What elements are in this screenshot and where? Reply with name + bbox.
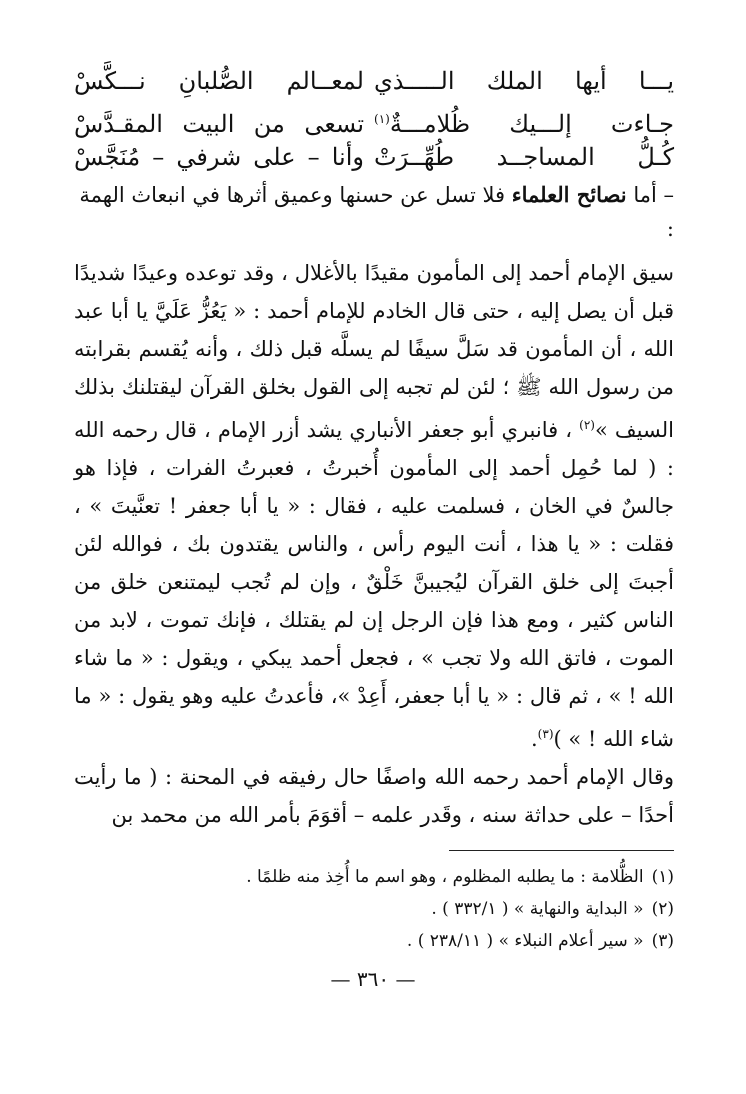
verse-second-hemistich: تسعى من البيت المقـدَّسْ	[74, 110, 364, 138]
intro-line	[74, 178, 674, 246]
footnote-marker: (١)	[374, 112, 390, 126]
verse-text: جـاءت إلـــيك ظُلامـــةٌ	[389, 110, 674, 138]
page-content	[74, 62, 674, 957]
footnote-number: (١)	[651, 867, 674, 887]
verse-first-hemistich: يـــا أيها الملك الـــــذي	[374, 67, 674, 95]
footnotes	[74, 861, 674, 957]
footnote-text: الظُّلامة : ما يطلبه المظلوم ، وهو اسم ما أُخِذ منه ظلمًا .	[246, 867, 644, 887]
footnote-text: « سير أعلام النبلاء » ( ٢٣٨/١١ ) .	[406, 931, 644, 951]
verse-first-hemistich: كُـلُّ المساجــد طُهِّــرَتْ	[374, 143, 674, 171]
footnote-marker: (٢)	[579, 418, 595, 432]
footnote-marker: (٣)	[537, 727, 554, 741]
footnote	[74, 893, 674, 925]
paragraph: وقال الإمام أحمد رحمه الله واصفًا حال رفيقه في المحنة : ( ما رأيت أحدًا – على حداثة سنه ، وقَدر علمه – أقوَمَ بأمر الله من محمد بن	[74, 765, 674, 827]
poem-verse	[74, 62, 674, 100]
poem-verse	[74, 138, 674, 176]
intro-bold-heading: نصائح العلماء	[511, 182, 627, 207]
verse-second-hemistich: وأنا – على شرفي – مُنَجَّسْ	[74, 143, 364, 171]
paragraph: سيق الإمام أحمد إلى المأمون مقيدًا بالأغلال ، وقد توعده وعيدًا شديدًا قبل أن يصل إليه ، حتى قال الخادم للإمام أحمد : « يَعُزُّ عَلَيَّ يا أبا عبد الله ، أن المأمون قد سَلَّ سيفًا لم يسلَّه قبل ذلك ، وأنه يُقسم بقرابته من رسول الله ﷺ ؛ لئن لم تجبه إلى القول بخلق القرآن ليقتلنك بذلك السيف »$^{(٢)}$ ، فانبري أبو جعفر الأنباري يشد أزر الإمام ، قال رحمه الله : ( لما حُمِل أحمد إلى المأمون أُخبرتُ ، فعبرتُ الفرات ، فإذا هو جالسٌ في الخان ، فسلمت عليه ، فقال : « يا أبا جعفر ! تعنَّيتَ » ، فقلت : « يا هذا ، أنت اليوم رأس ، والناس يقتدون بك ، فوالله لئن أجبتَ إلى خلق القرآن ليُجيبنَّ خَلْقٌ ، وإن لم تُجب ليمتنعن خلق من الناس كثير ، ومع هذا فإن الرجل إن لم يقتلك ، فإنك تموت ، لابد من الموت ، فاتق الله ولا تجب » ، فجعل أحمد يبكي ، ويقول : « ما شاء الله ! » ، ثم قال : « يا أبا جعفر، أَعِدْ »، فأعدتُ عليه وهو يقول : « ما شاء الله ! » )$^{(٣)}$.	[74, 261, 674, 751]
poem-verse	[74, 100, 674, 138]
intro-rest: فلا تسل عن حسنها وعميق أثرها في انبعاث الهمة :	[79, 183, 674, 241]
intro-prefix: أما	[633, 183, 657, 207]
page-number: — ٣٦٠ —	[330, 967, 416, 991]
paragraph-text: سيق الإمام أحمد إلى المأمون مقيدًا بالأغلال ، وقد توعده وعيدًا شديدًا قبل أن يصل إليه ، حتى قال الخادم للإمام أحمد : « يَعُزُّ عَلَيَّ يا أبا عبد الله ، أن المأمون قد سَلَّ سيفًا لم يسلَّه قبل ذلك ، وأنه يُقسم بقرابته من رسول الله ﷺ ؛ لئن لم تجبه إلى القول بخلق القرآن ليقتلنك بذلك السيف »	[74, 261, 674, 442]
verse-first-hemistich	[374, 100, 674, 143]
footnote-divider	[449, 850, 674, 851]
intro-dash: –	[663, 183, 674, 207]
poem	[74, 62, 674, 176]
footnote-number: (٢)	[651, 899, 674, 919]
footnote	[74, 925, 674, 957]
footnote	[74, 861, 674, 893]
paragraph-text: ، فانبري أبو جعفر الأنباري يشد أزر الإمام ، قال رحمه الله : ( لما حُمِل أحمد إلى المأمون أُخبرتُ ، فعبرتُ الفرات ، فإذا هو جالسٌ في الخان ، فسلمت عليه ، فقال : « يا أبا جعفر ! تعنَّيتَ » ، فقلت : « يا هذا ، أنت اليوم رأس ، والناس يقتدون بك ، فوالله لئن أجبتَ إلى خلق القرآن ليُجيبنَّ خَلْقٌ ، وإن لم تُجب ليمتنعن خلق من الناس كثير ، ومع هذا فإن الرجل إن لم يقتلك ، فإنك تموت ، لابد من الموت ، فاتق الله ولا تجب » ، فجعل أحمد يبكي ، ويقول : « ما شاء الله ! » ، ثم قال : « يا أبا جعفر، أَعِدْ »، فأعدتُ عليه وهو يقول : « ما شاء الله ! » )	[74, 418, 674, 751]
body-text	[74, 254, 674, 834]
footnote-text: « البداية والنهاية » ( ٣٣٢/١ ) .	[431, 899, 644, 919]
verse-second-hemistich: لمعــالم الصُّلبانِ نـــكَّسْ	[74, 67, 364, 95]
footnote-number: (٣)	[651, 931, 674, 951]
